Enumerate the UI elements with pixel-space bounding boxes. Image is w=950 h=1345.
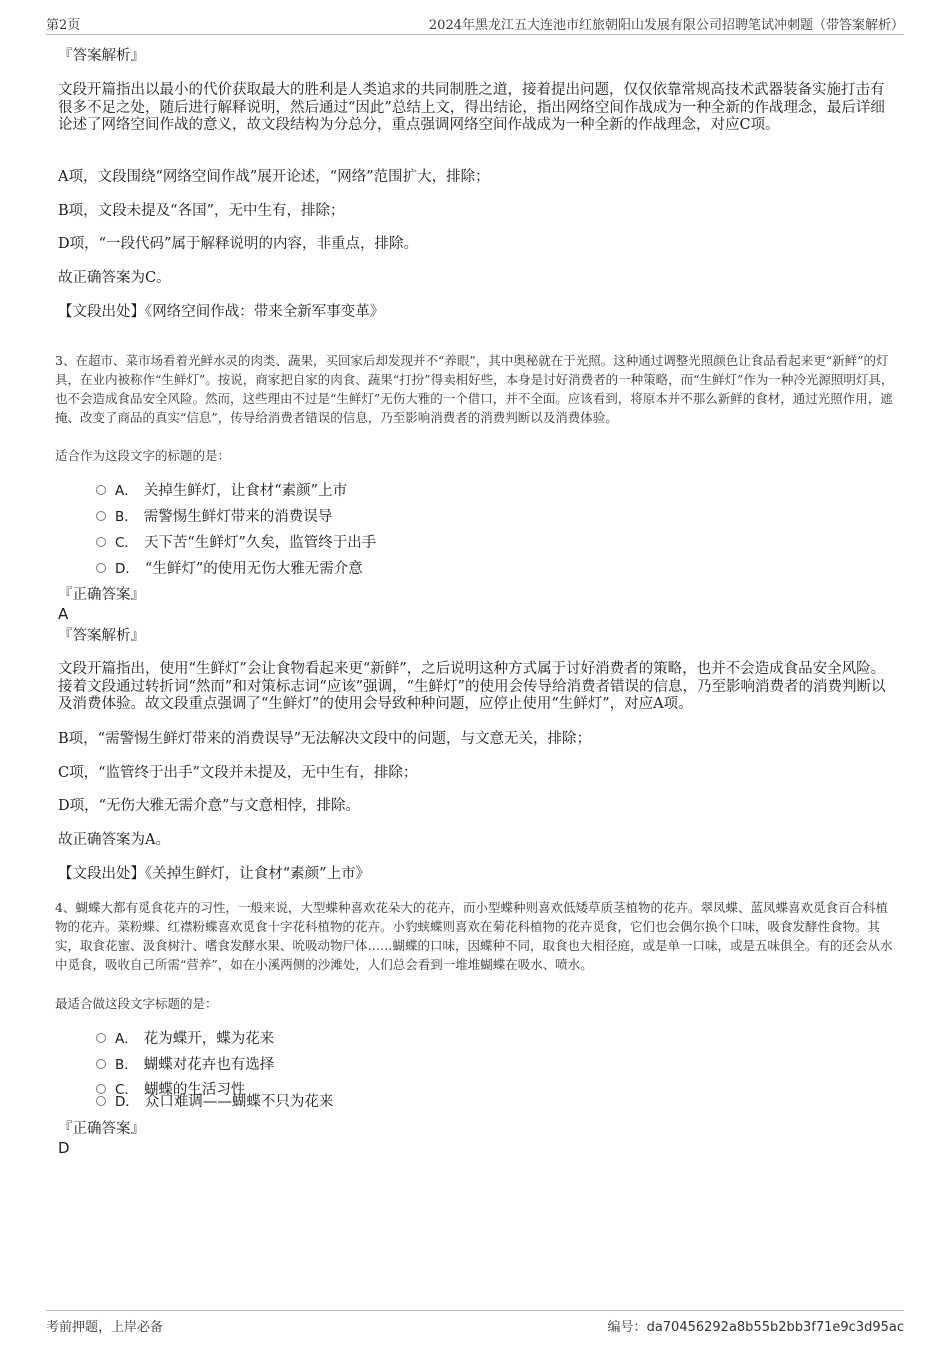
q3-question: 适合作为这段文字的标题的是：	[55, 448, 231, 463]
q4-question: 最适合做这段文字标题的是：	[55, 996, 218, 1011]
option-letter: B．	[115, 1057, 138, 1073]
option-letter: B．	[115, 509, 138, 525]
footer-slogan: 考前押题，上岸必备	[46, 1320, 164, 1335]
q3-option-d[interactable]	[96, 560, 363, 578]
q2-conclusion: 故正确答案为C。	[58, 270, 171, 286]
q4-correct-answer: D	[58, 1139, 70, 1157]
q2-option-b-note: B项，文段未提及“各国”，无中生有，排除；	[58, 203, 345, 219]
q3-option-a[interactable]	[96, 482, 347, 500]
option-text: 花为蝶开，蝶为花来	[143, 1031, 275, 1047]
page-footer	[46, 1310, 904, 1337]
option-letter: A．	[115, 483, 138, 499]
q2-source: 【文段出处】《网络空间作战：带来全新军事变革》	[58, 304, 385, 320]
option-letter: D．	[115, 561, 139, 577]
option-text: “生鲜灯”的使用无伤大雅无需介意	[144, 561, 363, 577]
q3-conclusion: 故正确答案为A。	[58, 832, 170, 848]
q3-option-b-note: B项，“需警惕生鲜灯带来的消费误导”无法解决文段中的问题，与文意无关，排除；	[58, 731, 591, 747]
q2-analysis-text: 文段开篇指出以最小的代价获取最大的胜利是人类追求的共同制胜之道，接着提出问题，仅仅依靠常规高技术武器装备实施打击有很多不足之处，随后进行解释说明，然后通过“因此”总结上文，得出结论，指出网络空间作战成为一种全新的作战理念，最后详细论述了网络空间作战的意义，故文段结构为分总分，重点强调网络空间作战成为一种全新的作战理念，对应C项。	[58, 82, 885, 133]
footer-code: da70456292a8b55b2bb3f71e9c3d95ac	[646, 1320, 904, 1335]
option-text: 天下苦“生鲜灯”久矣，监管终于出手	[143, 535, 377, 551]
option-text: 众口难调——蝴蝶不只为花来	[144, 1094, 334, 1110]
q3-source: 【文段出处】《关掉生鲜灯，让食材“素颜”上市》	[58, 866, 371, 882]
option-text: 需警惕生鲜灯带来的消费误导	[143, 509, 333, 525]
q3-correct-answer: A	[58, 605, 69, 623]
radio-button[interactable]	[96, 537, 106, 547]
q3-analysis-text: 文段开篇指出，使用“生鲜灯”会让食物看起来更“新鲜”，之后说明这种方式属于讨好消费者的策略，也并不会造成食品安全风险。接着文段通过转折词“然而”和对策标志词“应该”强调，“生鲜灯”的使用会传导给消费者错误的信息，乃至影响消费者的消费判断以及消费体验。故文段重点强调了“生鲜灯”的使用会导致种种问题，应停止使用“生鲜灯”，对应A项。	[58, 661, 886, 712]
page-header	[46, 12, 904, 35]
document-title: 2024年黑龙江五大连池市红旅朝阳山发展有限公司招聘笔试冲刺题（带答案解析）	[428, 18, 904, 33]
q3-option-c[interactable]	[96, 534, 376, 552]
page-number: 第2页	[46, 18, 81, 33]
radio-button[interactable]	[96, 1096, 106, 1106]
q4-correct-label: 『正确答案』	[58, 1121, 145, 1137]
footer-code-label: 编号：	[607, 1320, 647, 1335]
radio-button[interactable]	[96, 511, 106, 521]
q4-stem: 4、蝴蝶大都有觅食花卉的习性，一般来说，大型蝶种喜欢花朵大的花卉，而小型蝶种则喜欢低矮草质茎植物的花卉。翠凤蝶、蓝凤蝶喜欢觅食百合科植物的花卉。菜粉蝶、红襟粉蝶喜欢觅食十字花科植物的花卉。小豹蛱蝶则喜欢在菊花科植物的花卉觅食，它们也会偶尔换个口味，吸食发酵性食物。其实，取食花蜜、汲食树汁、嗜食发酵水果、吮吸动物尸体……蝴蝶的口味，因蝶种不同，取食也大相径庭，或是单一口味，或是五味俱全。有的还会从水中觅食，吸收自己所需“营养”，如在小溪两侧的沙滩处，人们总会看到一堆堆蝴蝶在吸水、喷水。	[55, 900, 893, 972]
q3-option-c-note: C项，“监管终于出手”文段并未提及，无中生有，排除；	[58, 765, 418, 781]
q3-correct-label: 『正确答案』	[58, 587, 145, 603]
option-text: 关掉生鲜灯，让食材“素颜”上市	[143, 483, 348, 499]
q3-stem: 3、在超市、菜市场看着光鲜水灵的肉类、蔬果，买回家后却发现并不“养眼”，其中奥秘就在于光照。这种通过调整光照颜色让食品看起来更“新鲜”的灯具，在业内被称作“生鲜灯”。按说，商家把自家的肉食、蔬果“打扮”得卖相好些，本身是讨好消费者的一种策略，而“生鲜灯”作为一种冷光源照明灯具，也不会造成食品安全风险。然而，这些理由不过是“生鲜灯”无伤大雅的一个借口，并不全面。应该看到，将原本并不那么新鲜的食材，通过光照作用，遮掩、改变了商品的真实“信息”，传导给消费者错误的信息，乃至影响消费者的消费判断以及消费体验。	[55, 353, 894, 425]
radio-button[interactable]	[96, 1033, 106, 1043]
option-text: 蝴蝶对花卉也有选择	[143, 1057, 275, 1073]
q2-option-a-note: A项，文段围绕“网络空间作战”展开论述，“网络”范围扩大，排除；	[58, 169, 490, 185]
q4-option-a[interactable]	[96, 1030, 274, 1048]
footer-code-block	[608, 1316, 904, 1335]
q3-option-b[interactable]	[96, 508, 332, 526]
q4-option-d[interactable]	[96, 1093, 333, 1111]
q2-option-d-note: D项，“一段代码”属于解释说明的内容，非重点，排除。	[58, 236, 418, 252]
radio-button[interactable]	[96, 563, 106, 573]
option-text: 蝴蝶的生活习性	[143, 1082, 246, 1098]
q3-analysis-label: 『答案解析』	[58, 628, 145, 644]
q4-option-b[interactable]	[96, 1056, 274, 1074]
q3-option-d-note: D项，“无伤大雅无需介意”与文意相悖，排除。	[58, 798, 360, 814]
option-letter: C．	[115, 1082, 138, 1098]
radio-button[interactable]	[96, 1059, 106, 1069]
radio-button[interactable]	[96, 485, 106, 495]
option-letter: D．	[115, 1094, 139, 1110]
option-letter: C．	[115, 535, 138, 551]
option-letter: A．	[115, 1031, 138, 1047]
q2-analysis-label: 『答案解析』	[58, 48, 145, 64]
